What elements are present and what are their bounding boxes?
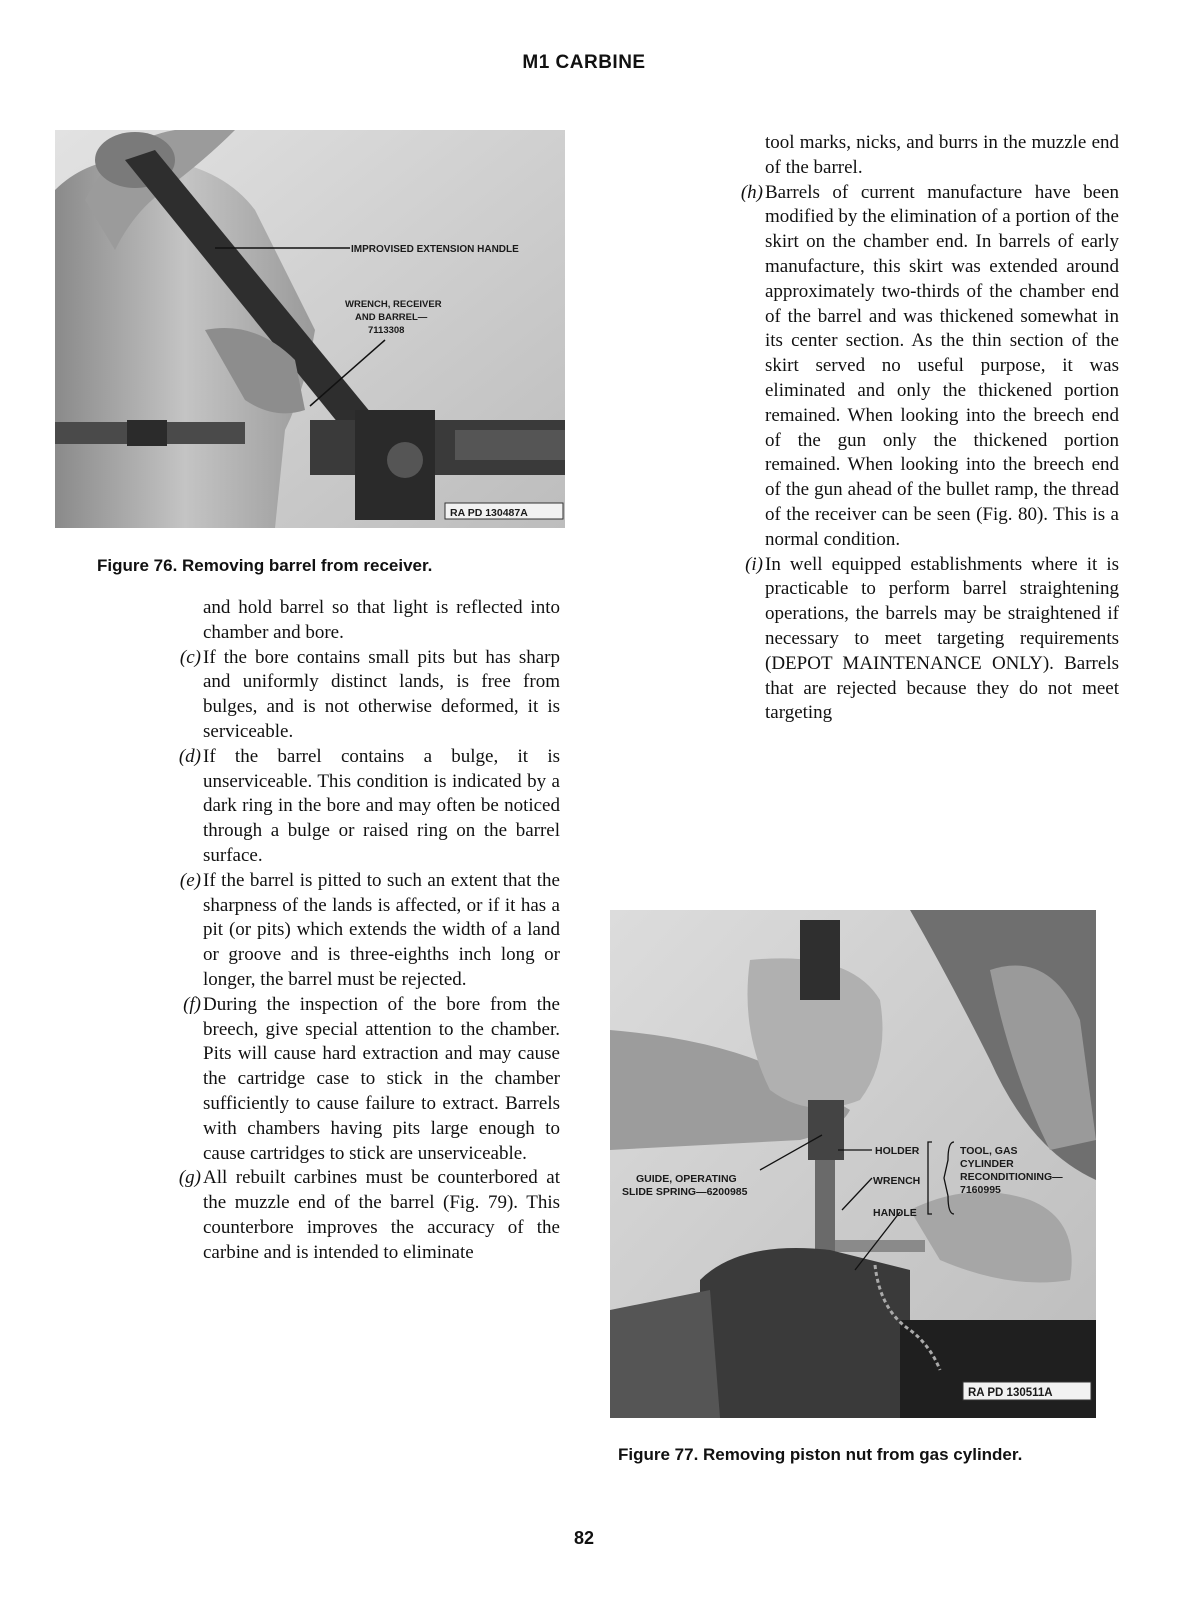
item-label: (d) <box>178 745 201 767</box>
figure-76-ref-code: RA PD 130487A <box>450 507 528 519</box>
list-item-c <box>165 646 560 745</box>
left-intro-paragraph: and hold barrel so that light is reflected into chamber and bore. <box>203 597 560 643</box>
list-item-i <box>727 553 1119 727</box>
item-label: (h) <box>740 181 763 203</box>
item-text: Barrels of current manufacture have been modified by the elimination of a portion of the skirt on the chamber end. In barrels of early manufacture, this skirt was extended around approximately two-thirds of the chamber end of the barrel and was thickened somewhat in its center section. As the thin section of the skirt served no useful purpose, it was eliminated and only the thickened portion remained. When looking into the breech end of the gun only the thickened portion remained. When looking into the breech end of the gun ahead of the bullet ramp, the thread of the receiver can be seen (Fig. 80). This is a normal condition. <box>765 181 1119 550</box>
callout-tool-line4: 7160995 <box>960 1184 1001 1196</box>
item-label: (i) <box>745 553 763 575</box>
list-item-g <box>165 1166 560 1265</box>
callout-handle: HANDLE <box>873 1207 917 1219</box>
item-label: (e) <box>179 869 201 891</box>
figure-76-photo <box>55 130 565 528</box>
callout-wrench: WRENCH <box>873 1175 921 1187</box>
figure-77-ref-code: RA PD 130511A <box>968 1387 1053 1399</box>
callout-wrench-line3: 7113308 <box>368 325 405 336</box>
list-item-f <box>165 993 560 1167</box>
callout-guide-line2: SLIDE SPRING—6200985 <box>622 1186 748 1198</box>
callout-wrench-line2: AND BARREL— <box>355 312 428 323</box>
figure-77-photo <box>610 910 1096 1418</box>
callout-tool-line1: TOOL, GAS <box>960 1145 1018 1157</box>
callout-tool-line3: RECONDITIONING— <box>960 1171 1063 1183</box>
right-column <box>727 131 1119 726</box>
callout-wrench-line1: WRENCH, RECEIVER <box>345 299 442 310</box>
item-text: If the bore contains small pits but has sharp and uniformly distinct lands, is free from bulges, and is not otherwise deformed, it is serviceable. <box>203 646 560 742</box>
page-number: 82 <box>573 1528 595 1548</box>
item-text: In well equipped establishments where it is practicable to perform barrel straightening operations, the barrels may be straightened if necessary to meet targeting requirements (DEPOT MAINTENANCE ONLY). Barrels that are rejected because they do not meet targeting <box>765 553 1119 724</box>
callout-holder: HOLDER <box>875 1145 920 1157</box>
callout-extension-handle: IMPROVISED EXTENSION HANDLE <box>351 244 519 255</box>
left-column <box>165 596 560 1266</box>
list-item-d <box>165 745 560 869</box>
callout-guide-line1: GUIDE, OPERATING <box>636 1173 737 1185</box>
item-text: If the barrel contains a bulge, it is unserviceable. This condition is indicated by a dark ring in the bore and may often be noticed through a bulge or raised ring on the barrel surface. <box>203 745 560 866</box>
item-label: (f) <box>183 993 201 1015</box>
list-item-h <box>727 181 1119 553</box>
figure-77-caption: Figure 77. Removing piston nut from gas cylinder. <box>618 1445 1023 1464</box>
item-text: All rebuilt carbines must be counterbored at the muzzle end of the barrel (Fig. 79). This counterbore improves the accuracy of the carbine and is intended to eliminate <box>203 1167 560 1263</box>
item-text: If the barrel is pitted to such an extent that the sharpness of the lands is affected, or if it has a pit (or pits) which extends the width of a land or groove and is three-eighths inch long or longer, the barrel must be rejected. <box>203 869 560 990</box>
right-intro-paragraph: tool marks, nicks, and burrs in the muzzle end of the barrel. <box>765 132 1119 178</box>
item-label: (c) <box>179 646 201 668</box>
item-text: During the inspection of the bore from the breech, give special attention to the chamber. Pits will cause hard extraction and may cause the cartridge case to stick in the chamber sufficiently to cause failure to extract. Barrels with chambers having pits large enough to cause cartridges to stick are unserviceable. <box>203 993 560 1164</box>
item-label: (g) <box>178 1167 201 1189</box>
list-item-e <box>165 869 560 993</box>
running-header: M1 CARBINE <box>522 52 646 73</box>
figure-76-caption: Figure 76. Removing barrel from receiver. <box>97 556 433 575</box>
callout-tool-line2: CYLINDER <box>960 1158 1014 1170</box>
